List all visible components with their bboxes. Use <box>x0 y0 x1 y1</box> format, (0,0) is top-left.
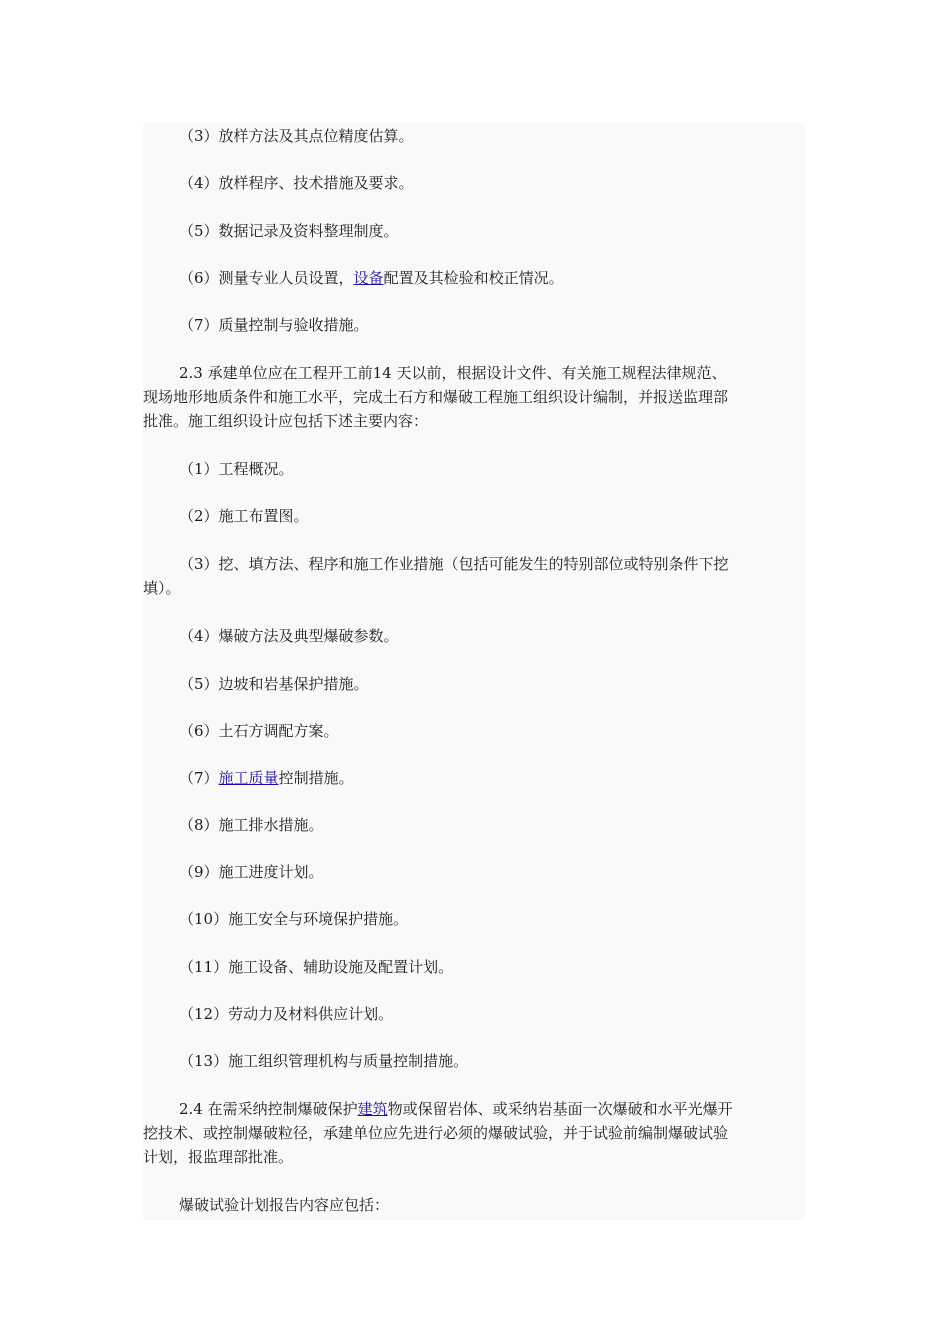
list-item: （4）爆破方法及典型爆破参数。 <box>179 627 399 645</box>
list-item: （6）测量专业人员设置，设备配置及其检验和校正情况。 <box>179 269 564 287</box>
paragraph-line: 2.3 承建单位应在工程开工前14 天以前，根据设计文件、有关施工规程法律规范、 <box>179 364 727 382</box>
paragraph-line: 批准。施工组织设计应包括下述主要内容： <box>143 412 429 430</box>
equipment-link[interactable]: 设备 <box>353 269 384 287</box>
list-item: （4）放样程序、技术措施及要求。 <box>179 174 414 192</box>
list-item: （11）施工设备、辅助设施及配置计划。 <box>179 958 454 976</box>
list-item: （13）施工组织管理机构与质量控制措施。 <box>179 1052 469 1070</box>
list-item: （12）劳动力及材料供应计划。 <box>179 1005 394 1023</box>
list-item: （10）施工安全与环境保护措施。 <box>179 910 409 928</box>
paragraph-line: 现场地形地质条件和施工水平，完成土石方和爆破工程施工组织设计编制，并报送监理部 <box>143 388 729 406</box>
construction-quality-link[interactable]: 施工质量 <box>218 769 279 787</box>
list-item: （2）施工布置图。 <box>179 507 309 525</box>
paragraph-line: 2.4 在需采纳控制爆破保护建筑物或保留岩体、或采纳岩基面一次爆破和水平光爆开 <box>179 1100 733 1118</box>
list-item: （1）工程概况。 <box>179 460 294 478</box>
list-item: （8）施工排水措施。 <box>179 816 324 834</box>
list-item: （7）施工质量控制措施。 <box>179 769 354 787</box>
list-item: （5）数据记录及资料整理制度。 <box>179 222 399 240</box>
paragraph-line: （3）挖、填方法、程序和施工作业措施（包括可能发生的特别部位或特别条件下挖 <box>179 555 729 573</box>
list-item: （5）边坡和岩基保护措施。 <box>179 675 369 693</box>
paragraph-line: 计划，报监理部批准。 <box>143 1148 294 1166</box>
list-item: （6）土石方调配方案。 <box>179 722 339 740</box>
paragraph-line: 填）。 <box>143 579 181 597</box>
list-item: 爆破试验计划报告内容应包括： <box>179 1196 390 1214</box>
list-item: （9）施工进度计划。 <box>179 863 324 881</box>
paragraph-line: 挖技术、或控制爆破粒径，承建单位应先进行必须的爆破试验，并于试验前编制爆破试验 <box>143 1124 729 1142</box>
building-link[interactable]: 建筑 <box>357 1100 388 1118</box>
list-item: （3）放样方法及其点位精度估算。 <box>179 127 414 145</box>
list-item: （7）质量控制与验收措施。 <box>179 316 369 334</box>
